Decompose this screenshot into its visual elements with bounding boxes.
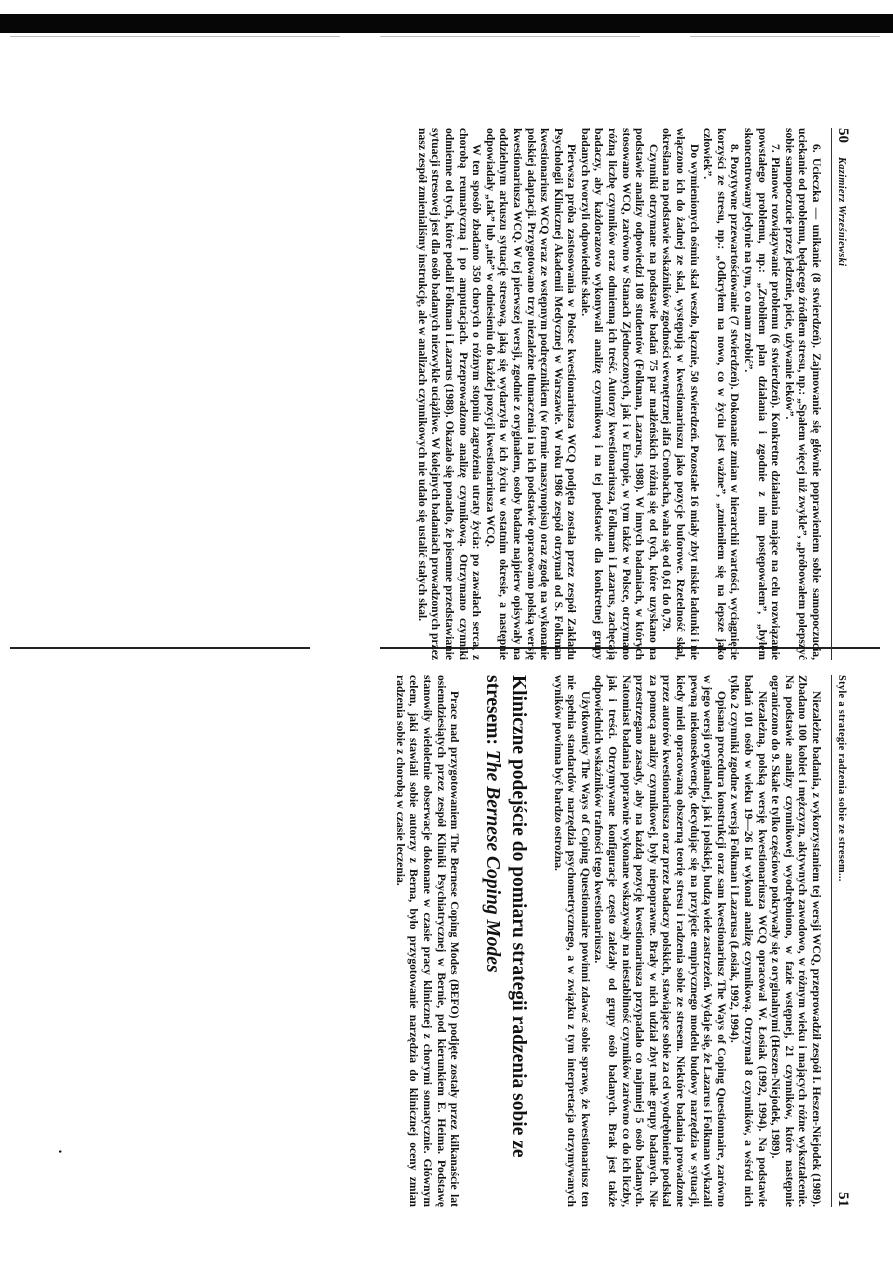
section-title-text: Kliniczne podejście do pomiaru strategii radzenia sobie ze stresem:: [482, 675, 530, 1158]
item-heading: 6. Ucieczka — unikanie: [810, 144, 823, 268]
paragraph: [483, 128, 578, 660]
paragraph: [782, 128, 823, 660]
scan-dash-line: [690, 36, 880, 37]
scan-dash-line: [380, 36, 640, 37]
running-head: [831, 128, 851, 660]
paragraph: Użytkownicy The Ways of Coping Questionnaire powinni zdawać sobie sprawę, że kwestionariusz ten nie spełnia standardów narzędzia psychometrycznego, a w związku z tym interpretacja otrzymywanych wyników powinna być bardzo ostrożna.: [551, 675, 592, 1207]
paragraph-text: Czynniki otrzymane na podstawie badań 75 par małżeńskich różnią się od tych, które uzyskano na podstawie analizy odpowiedzi 108 studentów (Folkman, Lazarus, 1988). W innych badaniach, w których stosowano WCQ, zarówno w Stanach Zjednoczonych, jak i w Europie, w tym także w Polsce, otrzymano różną liczbę czynników oraz odmienną ich treść. Autorzy kwestionariusza, Folkman i Lazarus, zachęcają badaczy, aby każdorazowo wykonywali analizę czynnikową i na tej podstawie dla konkretnej grupy badanych tworzyli odpowiednie skale.: [578, 128, 660, 660]
paragraph: Prace nad przygotowaniem The Bernese Coping Modes (BEFO) podjęte zostały przez kilkanaście lat osiemdziesiątych przez zespół Kliniki Psychiatrycznej w Bernie, pod kierunkiem E. Heima. Podstawę stanowiły wieloletnie obserwacje dokonane w czasie pracy klinicznej z chorymi somatycznie. Głównym celem, jaki stawiali sobie autorzy z Berna, było przygotowanie narzędzia do klinicznej oceny zmian radzenia sobie z chorobą w czasie leczenia.: [393, 675, 462, 1207]
page-number: 50: [835, 128, 851, 143]
item-heading: 8. Pozytywne przewartościowanie: [728, 144, 742, 313]
scan-top-border: [0, 14, 893, 33]
paragraph-text: Do wymienionych ośmiu skal weszło, łącznie, 50 stwierdzeń. Pozostałe 16 miały zbyt niskie ładunki i nie włączono ich do żadnej ze skal, występują w kwestionariuszu jako pozycje buforowe. Rzetelność skal, określana na podstawie wskaźników zgodności wewnętrznej alfa Cronbacha, waha się od 0,61 do 0,79.: [660, 128, 701, 660]
page-body: [393, 675, 823, 1207]
item-heading: 7. Planowe rozwiązywanie problemu: [769, 144, 783, 330]
paragraph: Niezależną, polską wersję kwestionariusza WCQ opracował W. Łosiak (1992, 1994). Na podstawie badań 101 osób w wieku 19—26 lat wykonał analizę czynnikową. Otrzymał 8 czynników, a wśród nich tylko 2 czynniki zgodne z wersją Folkman i Lazarusa (Łosiak, 1992, 1994).: [728, 675, 769, 1207]
running-head-author: Kazimierz Wrześniewski: [836, 157, 847, 267]
paragraph: Niezależne badania, z wykorzystaniem tej wersji WCQ, przeprowadził zespół I. Heszen-Niejodek (1989). Zbadano 100 kobiet i mężczyzn, aktywnych zawodowo, w różnym wieku i mających różne wykształcenie. Na podstawie analizy czynnikowej wyodrębniono, w fazie wstępnej, 21 czynników, które następnie ograniczono do 9. Skale te tylko częściowo pokrywały się z oryginalnymi (Heszen-Niejodek, 1989).: [769, 675, 823, 1207]
scan-mark: •: [53, 1149, 65, 1154]
paragraph: [741, 128, 782, 660]
paragraph-text: W ten sposób zbadano 350 chorych o różnym stopniu zagrożenia utraty życia: po zawałach serca, z chorobą reumatyczną i po amputacjach. Przeprowadzono analizę czynnikową. Otrzymano czynniki odmienne od tych, które podali Folkman i Lazarus (1988). Okazało się ponadto, że pisemne przedstawianie sytuacji stresowej jest dla osób badanych niezwykle uciążliwe. W kolejnych badaniach prowadzonych przez nasz zespół zmienialiśmy instrukcję, ale w analizach czynnikowych nie udało się ustalić stałych skal.: [415, 128, 484, 660]
page-50: [151, 128, 851, 660]
paragraph: Opisana procedura konstrukcji oraz sam kwestionariusz The Ways of Coping Questionnaire, zarówno w jego wersji oryginalnej, jak i polskiej, budzą wiele zastrzeżeń. Wydaje się, że Lazarus i Folkman wykazali pewną niekonsekwencję, decydując się na przyjęcie empirycznego modelu budowy narzędzia w sytuacji, kiedy mieli opracowaną obszerną teorię stresu i radzenia sobie ze stresem. Niektóre badania prowadzone przez autorów kwestionariusza oraz przez badaczy polskich, stawiające sobie za cel wyodrębnienie podskal za pomocą analizy czynnikowej, były niepoprawne. Brały w nich udział zbyt małe grupy badanych. Nie przestrzegano zasady, aby na każdą pozycję kwestionariusza przypadało co najmniej 5 osób badanych. Natomiast badania poprawnie wykonane wskazywały na niestabilność czynników zarówno co do ich liczby, jak i treści. Otrzymywane konfiguracje często zależały od grupy osób badanych. Brak jest także odpowiednich wskaźników trafności tego kwestionariusza.: [592, 675, 728, 1207]
paragraph-text: (8 stwierdzeń). Zajmowanie się głównie poprawieniem sobie samopoczucia, uciekanie od problemu, będącego źródłem stresu, np.: „Spałem więcej niż zwykle”, „próbowałem polepszyć sobie samopoczucie przez jedzenie, picie, używanie leków”.: [782, 128, 823, 660]
paragraph: [415, 128, 483, 660]
section-title: [479, 675, 531, 1207]
running-head: [831, 675, 851, 1207]
paragraph-text: (7 stwierdzeń). Dokonanie zmian w hierarchii wartości, wyciągnięcie korzyści ze stresu, np.: „Odkryłem na nowo, co w życiu jest ważne”, „zmieniłem się na lepsze jako człowiek”.: [701, 128, 742, 660]
paragraph: [660, 128, 701, 660]
page-body: [415, 128, 823, 660]
paragraph-text: (6 stwierdzeń). Konkretne działania mające na celu rozwiązanie powstałego problemu, np.: „Zrobiłem plan działania i zgodnie z nim postępowałem”, „byłem skoncentrowany jedynie na tym, co mam zrobić”.: [742, 128, 783, 661]
scan-dash-line: [10, 36, 340, 37]
paragraph: [701, 128, 742, 660]
paragraph: [578, 128, 660, 660]
paragraph-text: Pierwsza próba zastosowania w Polsce kwestionariusza WCQ podjęta została przez zespół Zakładu Psychologii Klinicznej Akademii Medycznej w Warszawie. W roku 1986 zespół otrzymał od S. Folkman kwestionariusz WCQ wraz ze wstępnym podręcznikiem (w formie maszynopisu) oraz zgodę na wykonanie polskiej adaptacji. Przygotowano trzy niezależne tłumaczenia i na ich podstawie opracowano polską wersję kwestionariusza WCQ. W tej pierwszej wersji, zgodnie z oryginałem, osoby badane najpierw opisywały na oddzielnym arkuszu sytuację stresową, jaką się wydarzyła w ich życiu w ostatnim okresie, a następnie odpowiadały „tak” lub „nie” w odniesieniu do każdej pozycji kwestionariusza WCQ.: [483, 128, 579, 660]
section-title-italic: The Bernese Coping Modes: [482, 749, 504, 973]
page-51: [151, 675, 851, 1207]
page-number: 51: [835, 1192, 851, 1207]
running-head-title: Style a strategie radzenia sobie ze stresem...: [836, 675, 847, 882]
